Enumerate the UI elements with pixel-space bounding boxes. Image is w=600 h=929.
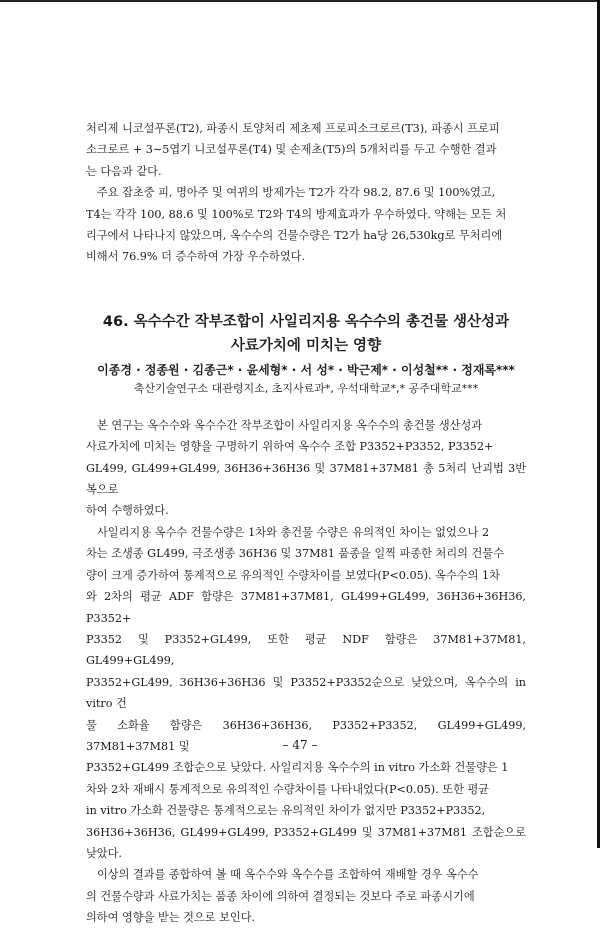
page-number: – 47 – [282,738,318,752]
text-line: 차와 2차 재배시 통계적으로 유의적인 수량차이를 나타내었다(P<0.05). 또한 평균 [86,782,490,796]
article-authors: 이종경 · 정종원 · 김종근* · 윤세형* · 서 성* · 박근제* · 이성철** · 정재록*** [97,362,515,377]
text-line: 의하여 영향을 받는 것으로 보인다. [86,911,256,925]
text-line: 36H36+36H36, GL499+GL499, P3352+GL499 및 37M81+37M81 조합순으로 낮았다. [86,825,526,860]
text-line: P3352+GL499 조합순으로 낮았다. 사일리지용 옥수수의 in vitro 가소화 건물량은 1 [86,761,509,775]
text-line: 사료가치에 미치는 영향을 구명하기 위하여 옥수수 조합 P3352+P3352, P3352+ [86,440,494,454]
text-line: P3352 및 P3352+GL499, 또한 평균 NDF 함량은 37M81+37M81, GL499+GL499, [86,632,526,668]
text-line: 소크로르 + 3∼5엽기 니코설푸론(T4) 및 손제초(T5)의 5개처리를 두고 수행한 결과 [86,143,497,157]
text-line: 이상의 결과를 종합하여 볼 때 옥수수와 옥수수를 조합하여 재배할 경우 옥수수 [97,868,479,882]
text-line: 의 건물수량과 사료가치는 품종 차이에 의하여 결정되는 것보다 주로 파종시기에 [86,889,475,903]
article-affiliation: 축산기술연구소 대관령지소, 초지사료과*, 우석대학교*,* 공주대학교*** [133,381,479,395]
previous-section-text [86,118,526,268]
text-line: 비해서 76.9% 더 증수하여 가장 우수하였다. [86,250,305,264]
text-line: 와 2차의 평균 ADF 함량은 37M81+37M81, GL499+GL499, 36H36+36H36, P3352+ [86,590,526,625]
text-line: 처리제 니코설푸론(T2), 파종시 토양처리 제초제 프로피소크로르(T3), 파종시 프로피 [86,122,500,135]
text-line: 물 소화율 함량은 36H36+36H36, P3352+P3352, GL499+GL499, 37M81+37M81 및 [86,718,526,753]
text-line: 는 다음과 같다. [86,164,162,178]
article-header [86,310,526,398]
text-line: 하여 수행하였다. [86,504,169,518]
text-line: P3352+GL499, 36H36+36H36 및 P3352+P3352순으로 낮았으며, 옥수수의 in vitro 건 [86,675,526,711]
text-line: 주요 잡초중 피, 명아주 및 여뀌의 방제가는 T2가 각각 98.2, 87.6 및 100%였고, [97,186,496,200]
page-top-edge [0,0,600,2]
page-content [86,118,526,929]
text-line: 리구에서 나타나지 않았으며, 옥수수의 건물수량은 T2가 ha당 26,530kg로 무처리에 [86,229,503,243]
text-line: 사일리지용 옥수수 건물수량은 1차와 총건물 수량은 유의적인 차이는 없었으나 2 [97,525,490,539]
article-title-line-2: 사료가치에 미치는 영향 [230,337,382,354]
text-line: GL499, GL499+GL499, 36H36+36H36 및 37M81+37M81 총 5처리 난괴법 3반복으로 [86,461,526,497]
text-line: 차는 조생종 GL499, 극조생종 36H36 및 37M81 품종을 일찍 파종한 처리의 건물수 [86,547,504,561]
text-line: 본 연구는 옥수수와 옥수수간 작부조합이 사일리지용 옥수수의 총건물 생산성과 [97,418,483,432]
text-line: in vitro 가소화 건물량은 통계적으로는 유의적인 차이가 없지만 P3352+P3352, [86,804,486,818]
text-line: 량이 크게 증가하여 통계적으로 유의적인 수량차이를 보였다(P<0.05). 옥수수의 1차 [86,568,500,582]
article-body [86,415,526,929]
text-line: T4는 각각 100, 88.6 및 100%로 T2와 T4의 방제효과가 우수하였다. 약해는 모든 처 [86,207,507,221]
article-title-line-1: 46. 옥수수간 작부조합이 사일리지용 옥수수의 총건물 생산성과 [102,313,510,330]
